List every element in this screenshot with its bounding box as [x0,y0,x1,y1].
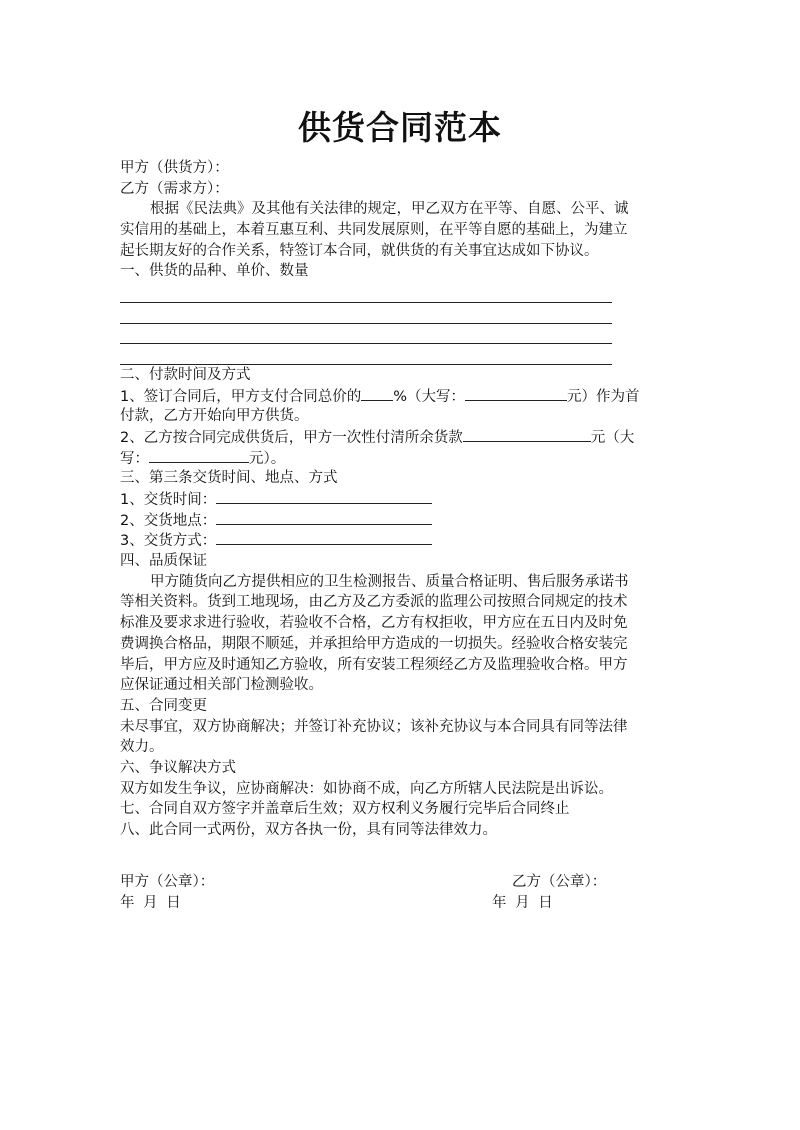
payment-item-1-text: %（大写： [393,388,466,405]
section4-heading: 四、品质保证 [120,553,207,570]
quality-line: 毕后，甲方应及时通知乙方验收，所有安装工程须经乙方及监理验收合格。甲方 [120,656,628,673]
payment-item-2 [120,427,688,448]
quality-line: 等相关资料。货到工地现场，由乙方及乙方委派的监理公司按照合同规定的技术 [120,594,628,611]
fill-in-line [120,282,612,303]
preamble-line: 实信用的基础上，本着互惠互利、共同发展原则，在平等自愿的基础上，为建立 [120,222,628,239]
fill-in-line [120,303,612,324]
payment-item-2-text: 2、乙方按合同完成供货后，甲方一次性付清所余货款 [120,429,463,446]
delivery-method-label: 3、交货方式： [120,533,217,550]
quality-line: 甲方随货向乙方提供相应的卫生检测报告、质量合格证明、售后服务承诺书 [150,573,629,590]
party-a-line: 甲方（供货方）： [120,160,229,176]
document-title: 供货合同范本 [298,108,502,147]
delivery-place-label: 2、交货地点： [120,512,217,529]
amount-blank [463,427,591,442]
section2-heading: 二、付款时间及方式 [120,366,251,383]
party-b-seal: 乙方（公章）： [512,874,607,890]
party-a-date: 年 月 日 [120,895,183,911]
delivery-method [120,530,688,551]
quality-line: 费调换合格品，期限不顺延，并承担给甲方造成的一切损失。经验收合格安装完 [120,635,628,652]
fill-in-line [120,344,612,365]
section7-line: 七、合同自双方签字并盖章后生效；双方权利义务履行完毕后合同终止 [120,801,570,818]
payment-item-2-text: 写： [120,450,149,467]
preamble-line: 起长期友好的合作关系，特签订本合同，就供货的有关事宜达成如下协议。 [120,242,599,259]
section6-heading: 六、争议解决方式 [120,759,236,776]
fill-in-line [120,324,612,345]
percent-blank [361,386,393,401]
payment-item-1-text: 元）作为首 [567,388,640,405]
preamble-line: 根据《民法典》及其他有关法律的规定，甲乙双方在平等、自愿、公平、诚 [150,201,629,218]
payment-item-2-text: 元（大 [590,429,635,446]
payment-item-1-cont: 付款，乙方开始向甲方供货。 [120,408,309,425]
delivery-method-blank [216,530,432,545]
delivery-time-blank [216,489,432,504]
document-body [120,158,688,841]
section8-line: 八、此合同一式两份，双方各执一份，具有同等法律效力。 [120,822,497,838]
quality-line: 标准及要求求进行验收，若验收不合格，乙方有权拒收，甲方应在五日内及时免 [120,615,628,632]
section5-heading: 五、合同变更 [120,697,207,714]
delivery-time-label: 1、交货时间： [120,492,217,508]
delivery-place-blank [216,510,432,525]
party-b-date: 年 月 日 [492,895,555,911]
payment-item-2-cont [120,448,688,469]
dispute-line: 双方如发生争议，应协商解决：如协商不成，向乙方所辖人民法院是出诉讼。 [120,780,613,797]
amount-blank [465,386,567,401]
amount-blank [149,448,249,463]
change-line: 未尽事宜，双方协商解决；并签订补充协议；该补充协议与本合同具有同等法律 [120,718,628,735]
section1-heading: 一、供货的品种、单价、数量 [120,263,309,280]
party-a-seal: 甲方（公章）： [120,874,215,890]
delivery-time [120,489,688,510]
delivery-place [120,510,688,531]
payment-item-2-text: 元）。 [249,450,286,467]
change-line: 效力。 [120,739,164,756]
section3-heading: 三、第三条交货时间、地点、方式 [120,470,338,487]
quality-line: 应保证通过相关部门检测验收。 [120,677,323,694]
payment-item-1 [120,386,688,407]
party-b-line: 乙方（需求方）： [120,180,229,197]
payment-item-1-text: 1、签订合同后，甲方支付合同总价的 [120,388,362,405]
